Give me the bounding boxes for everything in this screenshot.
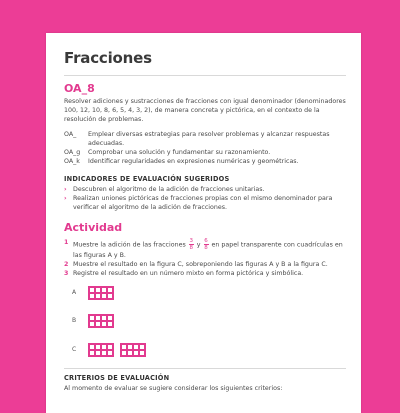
step-text-before: Muestre la adición de las fracciones <box>73 241 186 249</box>
oa-list-item <box>64 130 346 148</box>
oa-text: Emplear diversas estrategias para resolver problemas y alcanzar respuestas adecuadas. <box>88 131 330 147</box>
activity-step <box>64 260 346 269</box>
oa-text: Comprobar una solución y fundamentar su razonamiento. <box>88 149 271 156</box>
activity-step <box>64 269 346 278</box>
oa-code: OA_k <box>64 158 80 165</box>
step-number: 1 <box>64 239 69 246</box>
figure-c <box>72 343 146 357</box>
fraction-denominator: 8 <box>189 244 194 251</box>
step-text-after: en papel transparente con cuadrículas en las figuras A y B. <box>73 241 343 259</box>
fraction-three-eighths <box>189 238 194 251</box>
fraction-grid <box>88 343 114 357</box>
chevron-right-icon: › <box>64 195 67 202</box>
fraction-numerator: 6 <box>204 238 208 244</box>
page-title: Fracciones <box>64 49 152 67</box>
figure-label: C <box>72 346 77 354</box>
step-text: Muestre el resultado en la figura C, sobreponiendo las figuras A y B a la figura C. <box>73 260 328 268</box>
step-text <box>73 238 346 260</box>
worksheet-content <box>64 49 346 393</box>
oa-main-text: Resolver adiciones y sustracciones de fracciones con igual denominador (denominadores 100, 12, 10, 8, 6, 5, 4, 3, 2), de manera concreta y pictórica, en el contexto de la resolución de problemas. <box>64 98 346 123</box>
oa-list-item <box>64 148 346 157</box>
worksheet-page <box>46 33 361 413</box>
fraction-figures <box>64 286 346 366</box>
step-text-joiner: y <box>196 241 201 249</box>
title-divider <box>64 75 346 76</box>
chevron-right-icon: › <box>64 186 67 193</box>
oa-list <box>64 130 346 166</box>
activity-heading: Actividad <box>64 221 123 234</box>
oa-code: OA_ <box>64 131 77 138</box>
indicator-item <box>64 194 346 212</box>
fraction-numerator: 3 <box>189 238 194 244</box>
step-number: 2 <box>64 260 69 268</box>
figure-label: B <box>72 317 77 325</box>
indicator-text: Descubren el algoritmo de la adición de fracciones unitarias. <box>73 186 265 193</box>
figure-a <box>72 286 114 300</box>
criteria-heading: CRITERIOS DE EVALUACIÓN <box>64 373 170 382</box>
figure-b <box>72 314 114 328</box>
indicator-item <box>64 185 346 194</box>
step-text: Registre el resultado en un número mixto en forma pictórica y simbólica. <box>73 269 304 277</box>
fraction-grid <box>120 343 146 357</box>
oa-list-item <box>64 157 346 166</box>
fraction-six-eighths <box>204 238 209 251</box>
criteria-divider <box>64 368 346 369</box>
fraction-denominator: 8 <box>204 244 208 251</box>
criteria-text: Al momento de evaluar se sugiere considerar los siguientes criterios: <box>64 384 283 392</box>
indicator-text: Realizan uniones pictóricas de fracciones propias con el mismo denominador para verificar el algoritmo de la adición de fracciones. <box>73 195 333 211</box>
figure-label: A <box>72 289 77 297</box>
fraction-grid <box>88 314 114 328</box>
step-number: 3 <box>64 269 69 277</box>
oa-text: Identificar regularidades en expresiones numéricas y geométricas. <box>88 158 299 165</box>
activity-step <box>64 238 346 260</box>
oa-main-code: OA_8 <box>64 82 95 95</box>
fraction-grid <box>88 286 114 300</box>
oa-code: OA_g <box>64 149 81 156</box>
indicators-heading: INDICADORES DE EVALUACIÓN SUGERIDOS <box>64 175 230 183</box>
